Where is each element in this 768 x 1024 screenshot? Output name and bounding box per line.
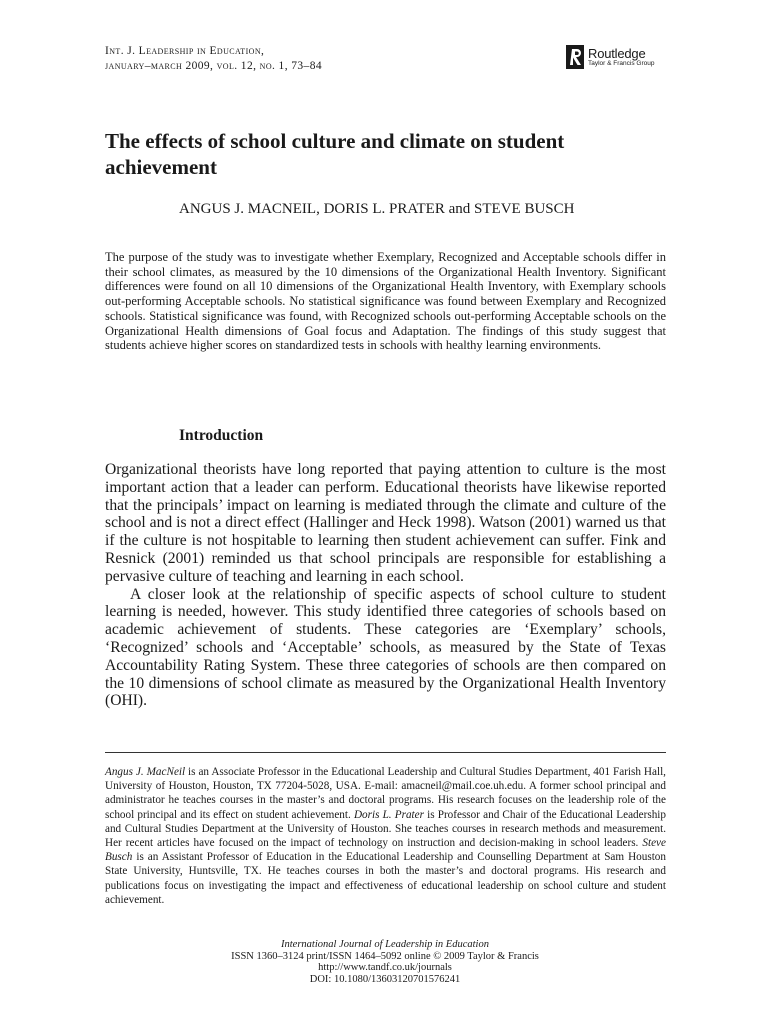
journal-header: [105, 44, 322, 74]
article-authors: [179, 199, 574, 219]
footer-issn: ISSN 1360–3124 print/ISSN 1464–5092 online © 2009 Taylor & Francis: [231, 950, 539, 962]
author-conjunction: and: [444, 201, 475, 217]
author-names: ANGUS J. MACNEIL, DORIS L. PRATER: [179, 201, 445, 217]
author-bio-busch: is an Assistant Professor of Education in the Educational Leadership and Counselling Department at Sam Houston State University, Huntsville, TX. He teaches courses in both the master’s and doctoral programs. His research and publications focus on investigating the impact and effectiveness of educational leadership on school culture and student achievement.: [105, 851, 666, 906]
footer-url[interactable]: http://www.tandf.co.uk/journals: [318, 962, 452, 973]
author-name-prater: Doris L. Prater: [353, 808, 424, 821]
journal-name-line: Int. J. Leadership in Education,: [105, 45, 265, 57]
journal-footer: [185, 939, 585, 985]
footer-journal-name: International Journal of Leadership in Education: [281, 939, 489, 950]
footnote-divider: [105, 752, 666, 753]
author-footnote: [105, 765, 666, 907]
paragraph: A closer look at the relationship of specific aspects of school culture to student learning is needed, however. This study identified three categories of schools based on academic achievement of students. These categories are ‘Exemplary’ schools, ‘Recognized’ schools and ‘Acceptable’ schools, as measured by the State of Texas Accountability Rating System. These three categories of schools are then compared on the 10 dimensions of school climate as measured by the Organizational Health Inventory (OHI).: [105, 585, 666, 710]
author-bio-prater: is Professor and Chair of the Educational Leadership and Cultural Studies Department at the University of Houston. She teaches courses in research methods and measurement. Her recent articles have focused on the impact of technology on instruction and decision-making in school leaders.: [105, 808, 666, 850]
paragraph: Organizational theorists have long reported that paying attention to culture is the most important action that a leader can perform. Educational theorists have likewise reported that the principals’ impact on learning is mediated through the climate and culture of the school and is not a direct effect (Hallinger and Heck 1998). Watson (2001) warned us that if the culture is not hospitable to learning then student achievement can suffer. Fink and Resnick (2001) reminded us that school principals are responsible for establishing a pervasive culture of teaching and learning in each school.: [105, 461, 666, 585]
issue-line: january–march 2009, vol. 12, no. 1, 73–84: [105, 60, 323, 72]
publisher-subtitle: Taylor & Francis Group: [588, 59, 655, 67]
routledge-logo-icon: [566, 45, 584, 69]
abstract: The purpose of the study was to investigate whether Exemplary, Recognized and Acceptable schools differ in their school climates, as measured by the 10 dimensions of the Organizational Health Inventory. Significant differences were found on all 10 dimensions of the Organizational Health Inventory, with Exemplary schools out-performing Acceptable schools. No statistical significance was found between Exemplary and Recognized schools. Statistical significance was found, with Recognized schools out-performing Acceptable schools on the Organizational Health dimensions of Goal focus and Adaptation. The findings of this study suggest that students achieve higher scores on standardized tests in schools with healthy learning environments.: [105, 250, 666, 353]
introduction-body: [105, 461, 666, 710]
author-last: STEVE BUSCH: [474, 201, 575, 217]
section-heading-introduction: Introduction: [179, 427, 264, 444]
author-name-macneil: Angus J. MacNeil: [105, 766, 186, 778]
publisher-logo: [566, 45, 654, 69]
publisher-name: Routledge: [588, 45, 646, 61]
author-name-busch: Steve Busch: [105, 837, 666, 864]
article-title: The effects of school culture and climate on student achievement: [105, 129, 565, 179]
footer-doi: DOI: 10.1080/13603120701576241: [309, 973, 461, 985]
author-bio-macneil: is an Associate Professor in the Educational Leadership and Cultural Studies Department, 401 Farish Hall, University of Houston, Houston, TX 77204-5028, USA. E-mail: amacneil@mail.coe.uh.edu. A former school principal and administrator he teaches courses in the master’s and doctoral programs. His research focuses on the leadership role of the school principal and its effect on student achievement.: [105, 766, 666, 821]
